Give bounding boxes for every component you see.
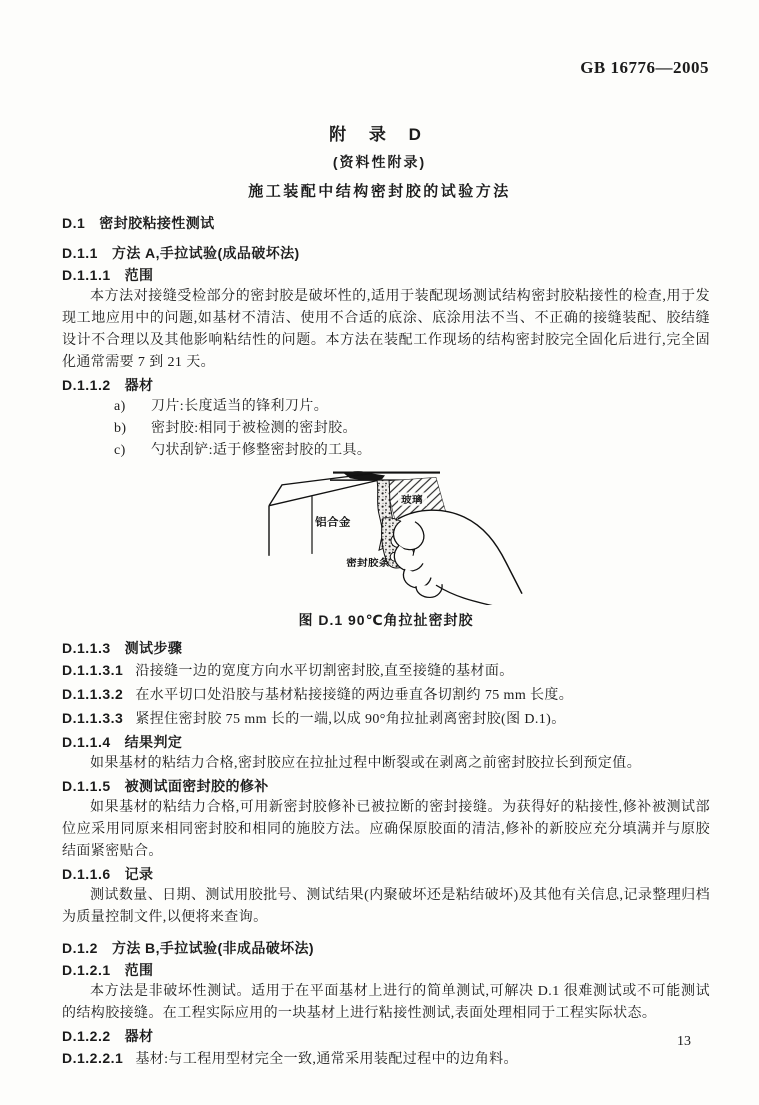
section-number: D.1.1.6: [62, 866, 111, 882]
section-number: D.1.1.5: [62, 778, 111, 794]
appendix-heading: 施工装配中结构密封胶的试验方法: [248, 183, 511, 200]
step-item: [62, 707, 710, 731]
standard-code: GB 16776—2005: [580, 58, 709, 77]
section-d111-heading: [62, 264, 710, 286]
step-text: 紧捏住密封胶 75 mm 长的一端,以成 90°角拉扯剥离密封胶(图 D.1)。: [135, 712, 566, 727]
list-text: 刀片:长度适当的锋利刀片。: [151, 399, 329, 414]
section-d1-heading: [62, 212, 710, 234]
section-number: D.1.1: [62, 245, 98, 261]
step-text: 在水平切口处沿胶与基材粘接接缝的两边垂直各切割约 75 mm 长度。: [135, 688, 574, 703]
section-number: D.1.2: [62, 940, 98, 956]
step-text: 基材:与工程用型材完全一致,通常采用装配过程中的边角料。: [135, 1052, 518, 1067]
section-title: 方法 A,手拉试验(成品破坏法): [111, 245, 300, 261]
list-item: [114, 396, 710, 418]
list-item: [114, 440, 710, 462]
step-item: [62, 659, 710, 683]
list-text: 密封胶:相同于被检测的密封胶。: [151, 421, 357, 436]
appendix-title-block: [0, 120, 759, 201]
section-title: 记录: [124, 866, 154, 882]
section-d115-heading: [62, 775, 710, 797]
section-title: 被测试面密封胶的修补: [124, 778, 269, 794]
appendix-title: 附 录 D: [329, 125, 430, 144]
section-title: 器材: [124, 377, 154, 393]
section-number: D.1: [62, 215, 86, 231]
section-d116-heading: [62, 863, 710, 885]
section-title: 结果判定: [124, 734, 183, 750]
sealant-bead-label: 密封胶条: [346, 558, 390, 570]
section-title: 器材: [124, 1028, 154, 1044]
list-marker: b): [114, 421, 127, 436]
section-title: 范围: [124, 267, 154, 283]
paragraph-d111: 本方法对接缝受检部分的密封胶是破坏性的,适用于装配现场测试结构密封胶粘接性的检查,用于发现工地应用中的问题,如基材不清洁、使用不合适的底涂、底涂用法不当、不正确的接缝装配、胶结缝设计不合理以及其他影响粘结性的问题。本方法在装配工作现场的结构密封胶完全固化后进行,完全固化通常需要 7 到 21 天。: [62, 289, 710, 370]
document-content: [62, 212, 710, 1071]
section-d11-heading: [62, 242, 710, 264]
page-number: 13: [677, 1034, 691, 1049]
aluminum-label: 铝合金: [315, 516, 351, 529]
paragraph-d121: 本方法是非破坏性测试。适用于在平面基材上进行的简单测试,可解决 D.1 很难测试或不可能测试的结构胶接缝。在工程实际应用的一块基材上进行粘接性测试,表面处理相同于工程实际状态。: [62, 984, 710, 1021]
figure-d1: [248, 465, 558, 605]
section-title: 密封胶粘接性测试: [99, 215, 215, 231]
list-marker: c): [114, 443, 126, 458]
paragraph-d116: 测试数量、日期、测试用胶批号、测试结果(内聚破坏还是粘结破坏)及其他有关信息,记录整理归档为质量控制文件,以便将来查询。: [62, 888, 710, 925]
section-d112-heading: [62, 374, 710, 396]
step-number: D.1.2.2.1: [62, 1050, 124, 1066]
section-number: D.1.1.1: [62, 267, 111, 283]
step-text: 沿接缝一边的宽度方向水平切割密封胶,直至接缝的基材面。: [135, 664, 514, 679]
section-number: D.1.1.4: [62, 734, 111, 750]
section-number: D.1.2.2: [62, 1028, 111, 1044]
section-title: 方法 B,手拉试验(非成品破坏法): [111, 940, 314, 956]
section-d121-heading: [62, 959, 710, 981]
list-text: 勺状刮铲:适于修整密封胶的工具。: [151, 443, 372, 458]
section-number: D.1.1.3: [62, 640, 111, 656]
step-number: D.1.1.3.2: [62, 686, 124, 702]
list-item: [114, 418, 710, 440]
section-title: 范围: [124, 962, 154, 978]
section-number: D.1.2.1: [62, 962, 111, 978]
step-number: D.1.1.3.1: [62, 662, 124, 678]
section-number: D.1.1.2: [62, 377, 111, 393]
paragraph-d114: 如果基材的粘结力合格,密封胶应在拉扯过程中断裂或在剥离之前密封胶拉长到预定值。: [90, 756, 642, 771]
glass-label: 玻璃: [401, 495, 423, 506]
list-marker: a): [114, 399, 126, 414]
step-item: [62, 683, 710, 707]
appendix-subtitle: (资料性附录): [332, 154, 427, 170]
section-d1221-line: [62, 1047, 710, 1071]
section-d113-heading: [62, 637, 710, 659]
section-d114-heading: [62, 731, 710, 753]
thumb: [394, 521, 424, 550]
section-d122-heading: [62, 1025, 710, 1047]
figure-d1-illustration: [248, 465, 558, 605]
paragraph-d115: 如果基材的粘结力合格,可用新密封胶修补已被拉断的密封接缝。为获得好的粘接性,修补被测试部位应采用同原来相同密封胶和相同的施胶方法。应确保原胶面的清洁,修补的新胶应充分填满并与原胶结面紧密贴合。: [62, 800, 710, 859]
section-title: 测试步骤: [124, 640, 183, 656]
step-number: D.1.1.3.3: [62, 710, 124, 726]
figure-d1-caption: 图 D.1 90℃角拉扯密封胶: [298, 612, 474, 628]
section-d12-heading: [62, 937, 710, 959]
